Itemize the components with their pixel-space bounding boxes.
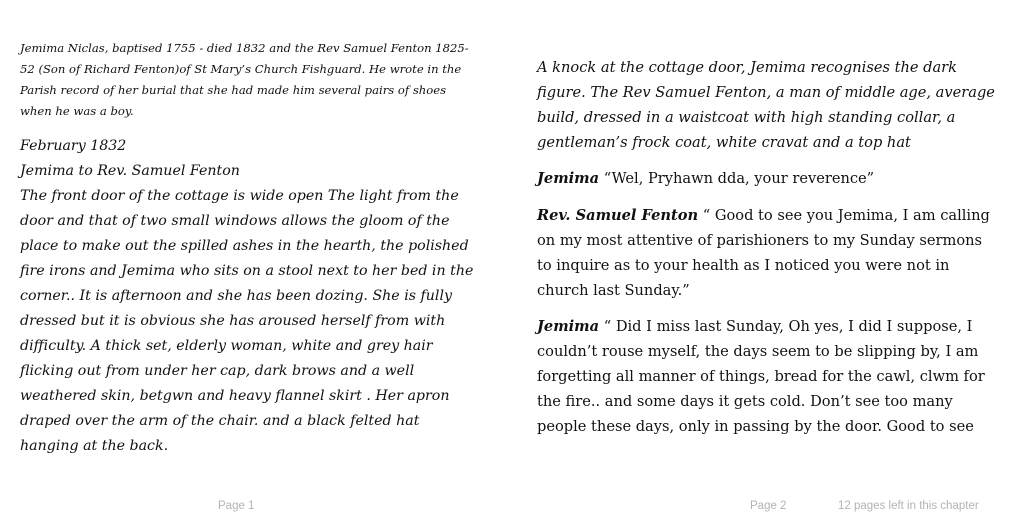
dialogue-paragraph xyxy=(537,203,997,303)
dialogue-text: “Wel, Pryhawn dda, your reverence” xyxy=(599,170,875,187)
page-number-left: Page 1 xyxy=(218,500,255,512)
speaker-name: Rev. Samuel Fenton xyxy=(537,207,699,224)
narrative-paragraph: The front door of the cottage is wide open The light from the door and that of two small windows allows the gloom of the place to make out the spilled ashes in the hearth, the polished fire irons and Jemima who sits on a stool next to her bed in the corner.. It is afternoon and she has been dozing. She is fully dressed but it is obvious she has aroused herself from with difficulty. A thick set, elderly woman, white and grey hair flicking out from under her cap, dark brows and a well weathered skin, betgwn and heavy flannel skirt . Her apron draped over the arm of the chair. and a black felted hat hanging at the back. xyxy=(20,188,474,454)
dialogue-paragraph xyxy=(537,166,997,191)
date-heading: February 1832 xyxy=(20,138,127,154)
chapter-title: Jemima to Rev. Samuel Fenton xyxy=(20,163,240,179)
scene-description: A knock at the cottage door, Jemima recognises the dark figure. The Rev Samuel Fenton, a man of middle age, average build, dressed in a waistcoat with high standing collar, a gentleman’s frock coat, white cravat and a top hat xyxy=(537,59,995,151)
speaker-name: Jemima xyxy=(537,170,600,187)
page-number-right: Page 2 xyxy=(750,500,787,512)
dialogue-text: “ Good to see you Jemima, I am calling on my most attentive of parishioners to my Sunday sermons to inquire as to your health as I noticed you were not in church last Sunday.” xyxy=(537,207,990,299)
pages-left-indicator: 12 pages left in this chapter xyxy=(838,500,979,512)
dialogue-paragraph xyxy=(537,314,997,439)
speaker-name: Jemima xyxy=(537,318,600,335)
intro-note: Jemima Niclas, baptised 1755 - died 1832 and the Rev Samuel Fenton 1825-52 (Son of Richard Fenton)of St Mary’s Church Fishguard. He wrote in the Parish record of her burial that she had made him several pairs of shoes when he was a boy. xyxy=(20,41,469,118)
dialogue-text: “ Did I miss last Sunday, Oh yes, I did I suppose, I couldn’t rouse myself, the days seem to be slipping by, I am forgetting all manner of things, bread for the cawl, clwm for the fire.. and some days it gets cold. Don’t see too many people these days, only in passing by the door. Good to see xyxy=(537,318,985,435)
